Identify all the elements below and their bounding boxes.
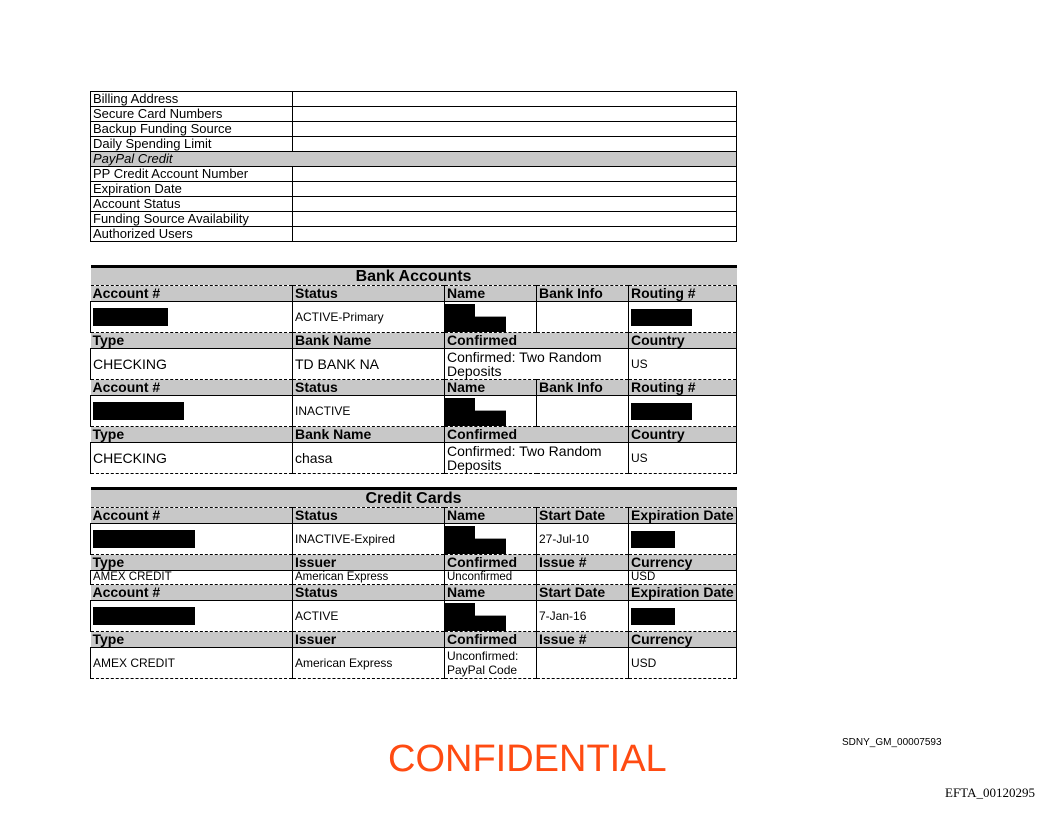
info-row <box>91 167 737 182</box>
info-value <box>293 107 737 122</box>
info-value <box>293 92 737 107</box>
info-value <box>293 197 737 212</box>
info-label: Secure Card Numbers <box>91 107 293 122</box>
redaction-box <box>93 607 195 625</box>
table-header-row <box>91 632 737 648</box>
col-header: Country <box>629 333 737 349</box>
name-cell <box>445 524 537 555</box>
redaction-box <box>631 309 692 326</box>
start-date-cell: 7-Jan-16 <box>537 601 629 632</box>
account-number-cell <box>91 302 293 333</box>
issuer-cell: American Express <box>293 648 445 679</box>
redaction-box <box>445 398 507 426</box>
col-header: Type <box>91 427 293 443</box>
issue-number-cell <box>537 571 629 585</box>
col-header: Expiration Date <box>629 508 737 524</box>
table-header-row <box>91 380 737 396</box>
issuer-cell: American Express <box>293 571 445 585</box>
info-value <box>293 122 737 137</box>
info-row <box>91 122 737 137</box>
type-cell: AMEX CREDIT <box>91 571 293 585</box>
col-header: Issue # <box>537 632 629 648</box>
info-value <box>293 212 737 227</box>
info-label: Backup Funding Source <box>91 122 293 137</box>
table-header-row <box>91 585 737 601</box>
country-cell: US <box>629 443 737 474</box>
col-header: Status <box>293 585 445 601</box>
credit-cards-title: Credit Cards <box>91 489 737 508</box>
name-cell <box>445 396 537 427</box>
table-row <box>91 443 737 474</box>
table-row <box>91 601 737 632</box>
confidential-stamp: CONFIDENTIAL <box>388 738 667 780</box>
info-value <box>293 227 737 242</box>
info-label: Expiration Date <box>91 182 293 197</box>
col-header: Start Date <box>537 585 629 601</box>
table-header-row <box>91 508 737 524</box>
info-row <box>91 137 737 152</box>
bates-number: SDNY_GM_00007593 <box>842 737 942 748</box>
confirmed-cell: Confirmed: Two Random Deposits <box>445 443 629 474</box>
info-row <box>91 212 737 227</box>
col-header: Name <box>445 380 537 396</box>
col-header: Country <box>629 427 737 443</box>
bank-accounts-title: Bank Accounts <box>91 267 737 286</box>
status-cell: INACTIVE-Expired <box>293 524 445 555</box>
status-cell: ACTIVE-Primary <box>293 302 445 333</box>
currency-cell: USD <box>629 571 737 585</box>
col-header: Routing # <box>629 286 737 302</box>
col-header: Expiration Date <box>629 585 737 601</box>
redaction-box <box>93 402 184 420</box>
col-header: Bank Info <box>537 380 629 396</box>
status-cell: INACTIVE <box>293 396 445 427</box>
expiration-cell <box>629 601 737 632</box>
issue-number-cell <box>537 648 629 679</box>
table-header-row <box>91 333 737 349</box>
col-header: Name <box>445 585 537 601</box>
confirmed-cell: Confirmed: Two Random Deposits <box>445 349 629 380</box>
col-header: Currency <box>629 632 737 648</box>
info-label: Authorized Users <box>91 227 293 242</box>
col-header: Type <box>91 333 293 349</box>
col-header: Issuer <box>293 555 445 571</box>
info-label: Billing Address <box>91 92 293 107</box>
funding-info-table <box>90 91 737 242</box>
col-header: Bank Name <box>293 333 445 349</box>
table-row <box>91 396 737 427</box>
info-row <box>91 182 737 197</box>
col-header: Account # <box>91 380 293 396</box>
info-row <box>91 227 737 242</box>
info-section-label: PayPal Credit <box>91 152 737 167</box>
start-date-cell: 27-Jul-10 <box>537 524 629 555</box>
col-header: Account # <box>91 508 293 524</box>
col-header: Bank Info <box>537 286 629 302</box>
type-cell: AMEX CREDIT <box>91 648 293 679</box>
col-header: Confirmed <box>445 555 537 571</box>
table-row <box>91 349 737 380</box>
redaction-box <box>93 308 168 326</box>
confirmed-cell: Unconfirmed: PayPal Code <box>445 648 537 679</box>
col-header: Status <box>293 286 445 302</box>
status-cell: ACTIVE <box>293 601 445 632</box>
col-header: Type <box>91 555 293 571</box>
table-row <box>91 648 737 679</box>
table-header-row <box>91 555 737 571</box>
col-header: Currency <box>629 555 737 571</box>
table-row <box>91 571 737 585</box>
info-row <box>91 92 737 107</box>
redaction-box <box>445 526 507 554</box>
table-header-row <box>91 427 737 443</box>
info-value <box>293 167 737 182</box>
routing-cell <box>629 302 737 333</box>
info-label: Funding Source Availability <box>91 212 293 227</box>
info-value <box>293 182 737 197</box>
info-section-row <box>91 152 737 167</box>
col-header: Confirmed <box>445 427 629 443</box>
table-header-row <box>91 286 737 302</box>
bank-accounts-table <box>90 265 737 474</box>
bank-name-cell: TD BANK NA <box>293 349 445 380</box>
account-number-cell <box>91 601 293 632</box>
type-cell: CHECKING <box>91 349 293 380</box>
col-header: Issue # <box>537 555 629 571</box>
currency-cell: USD <box>629 648 737 679</box>
col-header: Status <box>293 508 445 524</box>
account-number-cell <box>91 524 293 555</box>
info-row <box>91 107 737 122</box>
country-cell: US <box>629 349 737 380</box>
redaction-box <box>445 304 507 332</box>
col-header: Confirmed <box>445 333 629 349</box>
info-label: Daily Spending Limit <box>91 137 293 152</box>
redaction-box <box>631 403 692 420</box>
bank-info-cell <box>537 396 629 427</box>
info-row <box>91 197 737 212</box>
bank-name-cell: chasa <box>293 443 445 474</box>
redaction-box <box>93 530 195 548</box>
table-row <box>91 302 737 333</box>
redaction-box <box>631 608 675 625</box>
bates-number: EFTA_00120295 <box>945 785 1035 800</box>
col-header: Name <box>445 508 537 524</box>
col-header: Start Date <box>537 508 629 524</box>
col-header: Type <box>91 632 293 648</box>
name-cell <box>445 302 537 333</box>
info-value <box>293 137 737 152</box>
info-label: Account Status <box>91 197 293 212</box>
col-header: Name <box>445 286 537 302</box>
bank-info-cell <box>537 302 629 333</box>
name-cell <box>445 601 537 632</box>
col-header: Account # <box>91 286 293 302</box>
type-cell: CHECKING <box>91 443 293 474</box>
confirmed-cell: Unconfirmed <box>445 571 537 585</box>
redaction-box <box>631 531 675 548</box>
account-number-cell <box>91 396 293 427</box>
col-header: Routing # <box>629 380 737 396</box>
routing-cell <box>629 396 737 427</box>
col-header: Issuer <box>293 632 445 648</box>
col-header: Bank Name <box>293 427 445 443</box>
redaction-box <box>445 603 507 631</box>
credit-cards-table <box>90 487 737 679</box>
col-header: Account # <box>91 585 293 601</box>
expiration-cell <box>629 524 737 555</box>
col-header: Confirmed <box>445 632 537 648</box>
col-header: Status <box>293 380 445 396</box>
table-row <box>91 524 737 555</box>
info-label: PP Credit Account Number <box>91 167 293 182</box>
